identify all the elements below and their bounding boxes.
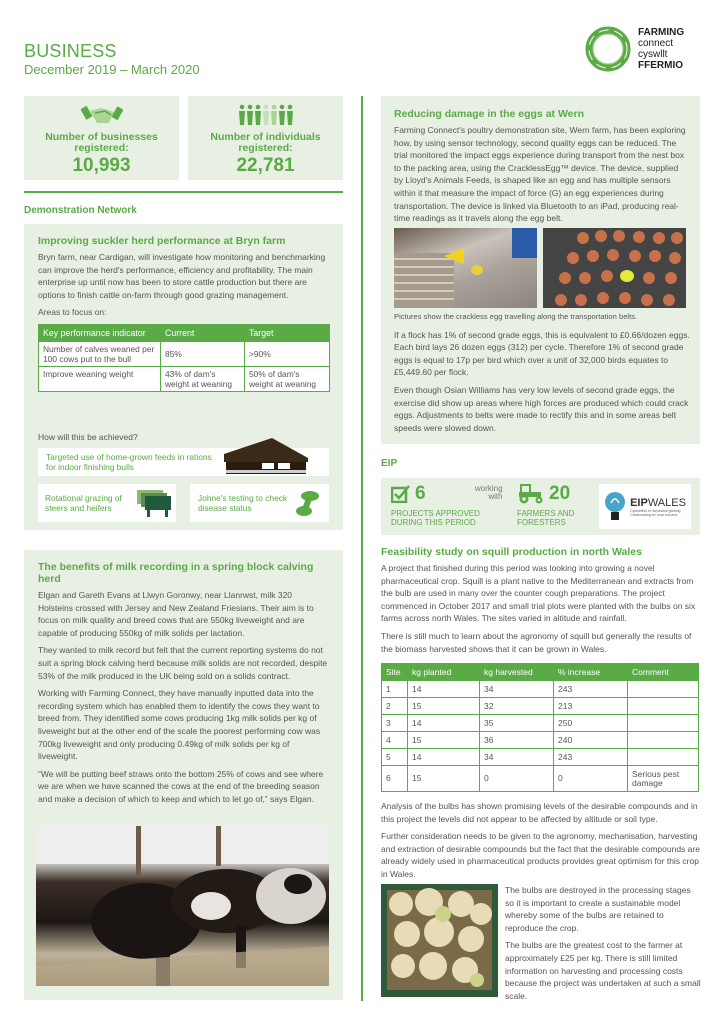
table-row: 4 15 36 240 <box>382 732 699 749</box>
photo-cows-in-shed <box>36 826 329 986</box>
tractor-icon <box>517 484 545 504</box>
photo-caption: Pictures show the crackless egg travelling along the transportation belts. <box>394 312 638 321</box>
article-title: Improving suckler herd performance at Bryn farm <box>38 235 286 247</box>
photo-eggs-on-belt <box>543 228 686 308</box>
section-heading-eip: EIP <box>381 458 398 469</box>
individuals-count: 22,781 <box>236 155 295 176</box>
article-title: Reducing damage in the eggs at Wern <box>394 108 585 120</box>
cattle-icon <box>135 488 175 518</box>
table-row: 3 14 35 250 <box>382 715 699 732</box>
page-title: BUSINESS <box>24 41 117 61</box>
businesses-count: 10,993 <box>72 155 131 176</box>
squill-analysis: Analysis of the bulbs has shown promising levels of the desirable compounds and in this project the levels did not appear to be affected by altitude or soil type. Further consideration needs to be given to the agronomy, mechanisation, harvesting and extraction of desirable compounds but the fact that the desirable compounds are already widely used in pharmaceutical products provides great optimism for this crop in Wales. <box>381 801 700 879</box>
focus-label: Areas to focus on: <box>38 307 107 318</box>
logo-wordmark: FARMING connect cyswllt FFERMIO <box>638 27 685 71</box>
table-row: Number of calves weaned per 100 cows put to the bull 85% >90% <box>39 341 330 366</box>
article-title: The benefits of milk recording in a spring block calving herd <box>38 561 314 585</box>
lightbulb-icon <box>604 491 626 523</box>
bacteria-icon <box>294 489 322 517</box>
panel-eggs-wern: Reducing damage in the eggs at Wern Farming Connect's poultry demonstration site, Wern farm, has been exploring how, by using sensor technology, second quality eggs can be reduced. The trial monitored the impact eggs experience during transport from the nest box to the packing area, using the CracklessEgg™ device. The device, supplied by Lloyd's Animals Feeds, is shaped like an egg and has multiple sensors within it that measure the impact of force (G) an egg experiences during transportation. The device is linked via Bluetooth to an iPad, producing real-time readings as it travels along the egg belt. <box>381 96 700 444</box>
stat-businesses: Number of businesses registered: 10,993 <box>24 96 179 180</box>
squill-side-text: The bulbs are destroyed in the processing stages so it is important to create a sustainable model whereby some of the bulbs are retained to reproduce the crop. The bulbs are the greatest cost to the farmer at approximately £25 per kg. There is still limited information on harvesting and processing costs because the project was undertaken at such a small scale. <box>505 885 701 1001</box>
eip-panel: 6 PROJECTS APPROVED DURING THIS PERIOD working with 20 FARMERS AND FORESTERS EIPWALES Cydweithio er llwyddiant gwledig Collaborating for rural success <box>381 478 700 535</box>
article-body: Bryn farm, near Cardigan, will investigate how monitoring and benchmarking can improve the herd's performance, efficiency and profitability. The main enterprise up until now has been to store cattle production but there are options to finish cattle on-farm through good grazing management. <box>38 252 326 300</box>
table-row: 5 14 34 243 <box>382 749 699 766</box>
table-row: Improve weaning weight 43% of dam's weight at weaning 50% of dam's weight at weaning <box>39 366 330 391</box>
section-heading-demo-network: Demonstration Network <box>24 205 137 216</box>
photo-crackless-egg <box>394 228 537 308</box>
photo-squill-bulbs <box>381 884 498 997</box>
kpi-table: Key performance indicator Current Target Number of calves weaned per 100 cows put to the bull 85% >90% Improve weaning weight 43% of dam's weight at weaning 50% of dam's weight at weaning <box>38 324 330 392</box>
handshake-icon <box>24 102 179 128</box>
action-johnes-testing: Johne's testing to check disease status <box>190 484 329 522</box>
table-row: 6 15 0 0 Serious pest damage <box>382 766 699 792</box>
action-grazing: Rotational grazing of steers and heifers <box>38 484 176 522</box>
panel-milk-recording: The benefits of milk recording in a spring block calving herd Elgan and Gareth Evans at Llwyn Goronwy, near Llanrwst, milk 320 Holsteins crossed with Jersey and New Zealand Friesians. Their aim is to focus on milk quality and breed cows that are 550kg liveweight and are capable of producing 550kg of milk solids per lactation. They wanted to milk record but felt that the current reporting systems do not suit a spring block calving herd because milk solids are not recorded, despite 53% of the milk produced in the UK being sold on a solids contract. Working with Farming Connect, they have manually inputted data into the recording system which has enabled them to identify the cows they want to breed from. They identified some cows producing 1kg milk solids per kg of liveweight but at the other end of the scale the poorest performing cow was 700kg liveweight and only producing 0.49kg of milk solids per kg of liveweight. “We will be putting beef straws onto the bottom 25% of cows and see where we are when we have scanned the cows at the end of the breeding season and make a decision of which to keep and which to let go of,” says Elgan. <box>24 550 343 1000</box>
divider <box>24 191 343 193</box>
table-row: 1 14 34 243 <box>382 681 699 698</box>
how-label: How will this be achieved? <box>38 432 138 442</box>
projects-count: 6 <box>415 483 426 504</box>
farming-connect-logo <box>584 24 724 74</box>
cattle-shed-icon <box>222 436 312 478</box>
eip-wales-logo: EIPWALES Cydweithio er llwyddiant gwledig Collaborating for rural success <box>599 484 691 529</box>
squill-table: Site kg planted kg harvested % increase Comment 1 14 34 243 2 15 32 213 3 14 35 250 4 15 36 240 5 14 34 243 6 15 0 0 Serious pest damage <box>381 663 699 792</box>
checkbox-icon <box>391 485 411 503</box>
farmers-count: 20 <box>549 483 571 504</box>
page-period: December 2019 – March 2020 <box>24 62 200 77</box>
people-icon <box>188 102 343 128</box>
table-row: 2 15 32 213 <box>382 698 699 715</box>
working-with-label: working with <box>475 484 503 501</box>
stat-individuals: Number of individuals registered: 22,781 <box>188 96 343 180</box>
column-divider <box>361 96 363 1001</box>
action-feeds: Targeted use of home-grown feeds in rations for indoor finishing bulls <box>38 448 329 476</box>
squill-article: Feasibility study on squill production in north Wales A project that finished during this period was looking into growing a novel pharmaceutical crop. Squill is a plant native to the Mediterranean and extracts from the bulb are used in many over the counter cough preparations. The project commenced in October 2017 and small trial plots were planted with the bulbs on six farms across north Wales. The sites varied in altitude and rainfall. There is still much to learn about the agronomy of squill but generally the results of the biomass harvested shows that it can be grown in Wales. <box>381 546 703 660</box>
squill-table-wrap <box>381 663 699 792</box>
eggs-text-lower: Pictures show the crackless egg travelling along the transportation belts. If a flock has 1% of second grade eggs, this is equivalent to £0.66/dozen eggs. Each bird lays 26 dozen eggs (312) per cycle. Therefore 1% of second grade eggs is equal to 17p per bird which over a unit of 32,000 birds equates to £5,449.60 per flock. Even though Osian Williams has very low levels of second grade eggs, the exercise did show up areas where high forces are produced which could crack eggs. Adjustments to belts were made to rectify this and in some areas belt speeds were slowed down. <box>394 311 694 439</box>
article-title: Feasibility study on squill production in north Wales <box>381 546 642 558</box>
swirl-logo-icon <box>584 25 632 73</box>
